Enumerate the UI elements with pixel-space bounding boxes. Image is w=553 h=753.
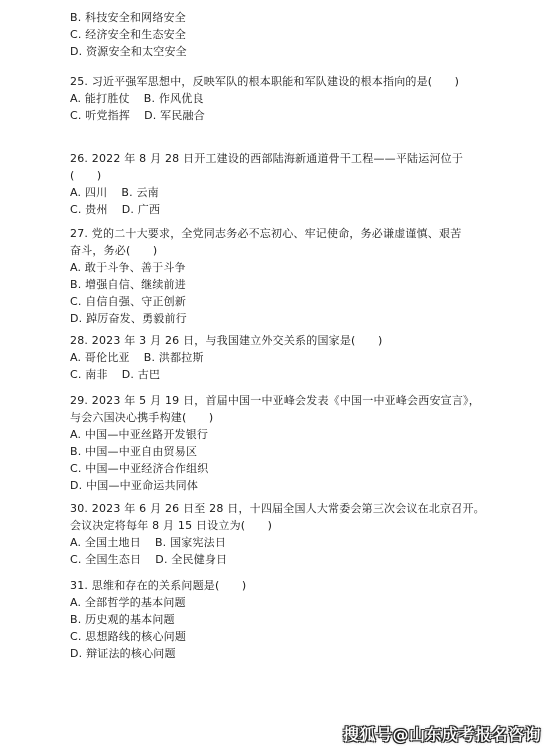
question-25-options-row-2 [70,108,205,124]
question-28-options-row-1 [70,350,204,366]
question-29-option-d: D. 中国—中亚命运共同体 [70,479,199,492]
question-29-option-b: B. 中国—中亚自由贸易区 [70,445,198,458]
question-26-options-row-2 [70,202,160,218]
prev-option-b: B. 科技安全和网络安全 [70,11,186,24]
prev-option-c: C. 经济安全和生态安全 [70,28,187,41]
question-29-stem-line-1: 29. 2023 年 5 月 19 日，首届中国一中亚峰会发表《中国一中亚峰会西安宣言》， [70,394,480,407]
question-30-stem-line-1: 30. 2023 年 6 月 26 日至 28 日，十四届全国人大常委会第三次会议在北京召开。 [70,502,485,515]
question-25-options-row-1 [70,91,204,107]
question-30-option-a: A. 全国土地日 [70,536,141,549]
question-28-option-b: B. 洪都拉斯 [143,351,204,364]
question-29-option-c: C. 中国—中亚经济合作组织 [70,462,209,475]
prev-option-d: D. 资源安全和太空安全 [70,45,187,58]
question-30-option-c: C. 全国生态日 [70,553,142,566]
question-28-option-a: A. 哥伦比亚 [70,351,130,364]
question-25-option-b: B. 作风优良 [143,92,204,105]
question-26-option-c: C. 贵州 [70,203,108,216]
question-31-option-d: D. 辩证法的核心问题 [70,647,176,660]
sohu-watermark: 搜狐号@山东成考报名咨询 [342,725,541,744]
question-26-stem-line-2: ( ) [70,169,102,182]
question-27-option-d: D. 踔厉奋发、勇毅前行 [70,312,187,325]
question-27-stem-line-2: 奋斗，务必( ) [70,244,158,257]
question-25-option-c: C. 听党指挥 [70,109,131,122]
question-28-option-d: D. 古巴 [121,368,161,381]
question-26-option-b: B. 云南 [121,186,159,199]
question-26-option-a: A. 四川 [70,186,108,199]
question-27-option-a: A. 敢于斗争、善于斗争 [70,261,186,274]
question-31-option-c: C. 思想路线的核心问题 [70,630,187,643]
question-25-option-d: D. 军民融合 [144,109,205,122]
question-31-option-b: B. 历史观的基本问题 [70,613,175,626]
question-30-stem-line-2: 会议决定将每年 8 月 15 日设立为( ) [70,519,273,532]
question-29-stem-line-2: 与会六国决心携手构建( ) [70,411,214,424]
question-30-option-b: B. 国家宪法日 [154,536,227,549]
question-31-stem: 31. 思维和存在的关系问题是( ) [70,579,247,592]
question-28-option-c: C. 南非 [70,368,108,381]
question-31-option-a: A. 全部哲学的基本问题 [70,596,186,609]
question-25-option-a: A. 能打胜仗 [70,92,130,105]
question-29-option-a: A. 中国—中亚丝路开发银行 [70,428,209,441]
question-28-options-row-2 [70,367,160,383]
question-27-stem-line-1: 27. 党的二十大要求，全党同志务必不忘初心、牢记使命，务必谦虚谨慎、艰苦 [70,227,462,240]
question-28-stem: 28. 2023 年 3 月 26 日，与我国建立外交关系的国家是( ) [70,334,383,347]
question-26-options-row-1 [70,185,159,201]
question-27-option-c: C. 自信自强、守正创新 [70,295,187,308]
question-30-options-row-2 [70,552,227,568]
question-30-options-row-1 [70,535,226,551]
question-26-option-d: D. 广西 [121,203,161,216]
question-30-option-d: D. 全民健身日 [155,553,228,566]
question-26-stem-line-1: 26. 2022 年 8 月 28 日开工建设的西部陆海新通道骨干工程——平陆运河位于 [70,152,464,165]
question-27-option-b: B. 增强自信、继续前进 [70,278,186,291]
question-25-stem: 25. 习近平强军思想中，反映军队的根本职能和军队建设的根本指向的是( ) [70,75,460,88]
